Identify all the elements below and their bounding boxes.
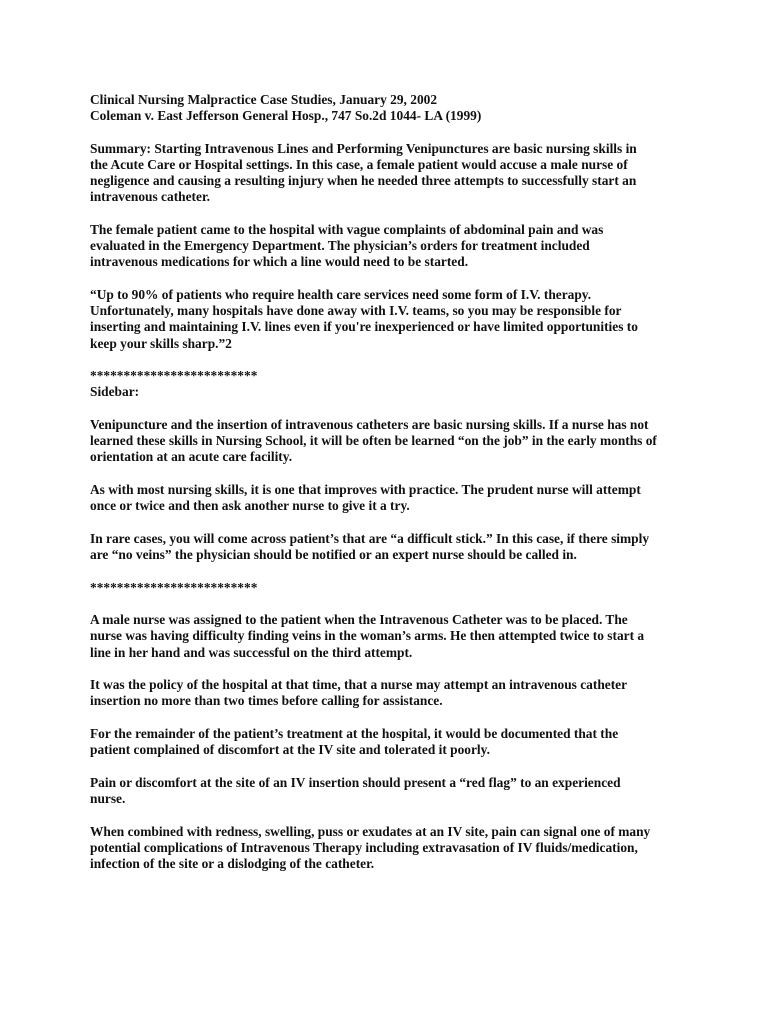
sidebar-skills-paragraph bbox=[90, 417, 690, 466]
text-line: are “no veins” the physician should be notified or an expert nurse should be called in. bbox=[90, 547, 577, 562]
complications-paragraph bbox=[90, 824, 690, 873]
text-line: line in her hand and was successful on the third attempt. bbox=[90, 644, 413, 660]
text-line: As with most nursing skills, it is one that improves with practice. The prudent nurse will attempt bbox=[90, 482, 641, 497]
text-line: When combined with redness, swelling, puss or exudates at an IV site, pain can signal one of many bbox=[90, 823, 651, 839]
text-line: keep your skills sharp.”2 bbox=[90, 335, 232, 351]
text-line: learned these skills in Nursing School, it will be often be learned “on the job” in the early months of bbox=[90, 433, 657, 449]
nurse-attempts-paragraph bbox=[90, 612, 690, 661]
text-line: potential complications of Intravenous Therapy including extravasation of IV fluids/medication, bbox=[90, 839, 638, 855]
text-line: “Up to 90% of patients who require health care services need some form of I.V. therapy. bbox=[90, 287, 592, 302]
patient-discomfort-paragraph bbox=[90, 726, 690, 758]
text-line: Summary: Starting Intravenous Lines and Performing Venipunctures are basic nursing skills in bbox=[90, 140, 637, 156]
text-line: the Acute Care or Hospital settings. In this case, a female patient would accuse a male nurse of bbox=[90, 157, 628, 172]
text-line: nurse was having difficulty finding veins in the woman’s arms. He then attempted twice to start a bbox=[90, 628, 645, 644]
document-body bbox=[90, 141, 690, 872]
text-line: nurse. bbox=[90, 790, 126, 806]
document-page bbox=[90, 92, 690, 889]
text-line: inserting and maintaining I.V. lines even if you're inexperienced or have limited opportunities to bbox=[90, 319, 638, 335]
text-line: orientation at an acute care facility. bbox=[90, 449, 293, 465]
text-line: ************************* bbox=[90, 579, 258, 595]
iv-therapy-quote-paragraph bbox=[90, 287, 690, 352]
text-line: A male nurse was assigned to the patient when the Intravenous Catheter was to be placed. The bbox=[90, 612, 628, 628]
text-line: The female patient came to the hospital with vague complaints of abdominal pain and was bbox=[90, 222, 604, 237]
sidebar-heading bbox=[90, 368, 690, 400]
sidebar-end-separator bbox=[90, 580, 690, 596]
text-line: evaluated in the Emergency Department. The physician’s orders for treatment included bbox=[90, 238, 590, 254]
text-line: negligence and causing a resulting injury when he needed three attempts to successfully start an bbox=[90, 173, 637, 189]
text-line: intravenous medications for which a line would need to be started. bbox=[90, 254, 469, 270]
document-title-line: Clinical Nursing Malpractice Case Studies, January 29, 2002 bbox=[90, 92, 438, 107]
hospital-policy-paragraph bbox=[90, 677, 690, 709]
text-line: intravenous catheter. bbox=[90, 189, 211, 205]
document-header bbox=[90, 92, 690, 124]
text-line: For the remainder of the patient’s treatment at the hospital, it would be documented that the bbox=[90, 725, 619, 741]
red-flag-paragraph bbox=[90, 775, 690, 807]
text-line: Sidebar: bbox=[90, 384, 140, 400]
text-line: insertion no more than two times before calling for assistance. bbox=[90, 693, 443, 709]
text-line: Pain or discomfort at the site of an IV insertion should present a “red flag” to an experienced bbox=[90, 774, 621, 790]
text-line: ************************* bbox=[90, 368, 258, 384]
text-line: patient complained of discomfort at the IV site and tolerated it poorly. bbox=[90, 742, 490, 758]
text-line: once or twice and then ask another nurse to give it a try. bbox=[90, 498, 410, 514]
text-line: It was the policy of the hospital at that time, that a nurse may attempt an intravenous catheter bbox=[90, 677, 628, 693]
text-line: In rare cases, you will come across patient’s that are “a difficult stick.” In this case, if there simply bbox=[90, 530, 650, 546]
text-line: Unfortunately, many hospitals have done away with I.V. teams, so you may be responsible for bbox=[90, 303, 622, 319]
summary-paragraph bbox=[90, 141, 690, 206]
sidebar-difficult-stick-paragraph bbox=[90, 531, 690, 563]
text-line: infection of the site or a dislodging of the catheter. bbox=[90, 855, 375, 871]
patient-arrival-paragraph bbox=[90, 222, 690, 271]
sidebar-practice-paragraph bbox=[90, 482, 690, 514]
case-citation-line: Coleman v. East Jefferson General Hosp., 747 So.2d 1044- LA (1999) bbox=[90, 108, 482, 124]
text-line: Venipuncture and the insertion of intravenous catheters are basic nursing skills. If a nurse has not bbox=[90, 417, 649, 432]
